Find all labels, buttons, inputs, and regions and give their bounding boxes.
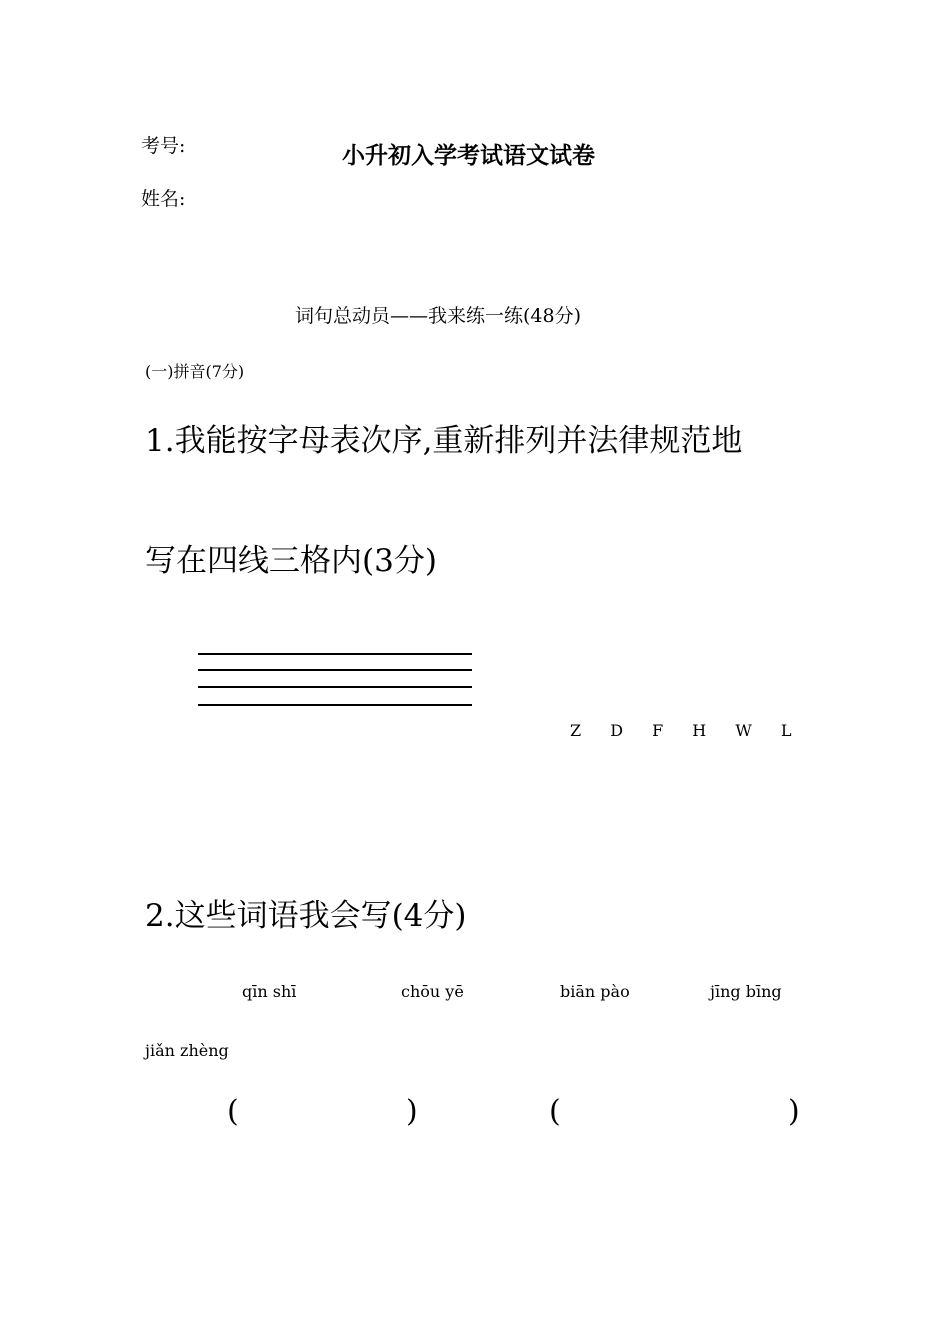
answer-box-1-open: ( bbox=[227, 1094, 239, 1129]
answer-box-2-close: ) bbox=[788, 1094, 800, 1129]
grid-line-2 bbox=[198, 669, 472, 671]
question-2-title: 2.这些词语我会写(4分) bbox=[145, 898, 467, 934]
exam-number-label: 考号: bbox=[141, 135, 186, 157]
grid-line-4 bbox=[198, 704, 472, 706]
answer-box-1-close: ) bbox=[406, 1094, 418, 1129]
part-one-heading: (一)拼音(7分) bbox=[145, 362, 245, 381]
section-title: 词句总动员——我来练一练(48分) bbox=[295, 305, 582, 327]
grid-line-1 bbox=[198, 653, 472, 655]
pinyin-word-5: jiǎn zhèng bbox=[145, 1041, 229, 1060]
question-1-line-1: 1.我能按字母表次序,重新排列并法律规范地 bbox=[145, 423, 743, 459]
answer-box-2-open: ( bbox=[549, 1094, 561, 1129]
student-name-label: 姓名: bbox=[141, 188, 186, 210]
pinyin-word-4: jīng bīng bbox=[710, 982, 782, 1001]
exam-title: 小升初入学考试语文试卷 bbox=[342, 142, 595, 169]
pinyin-word-2: chōu yē bbox=[401, 982, 464, 1001]
pinyin-word-1: qīn shī bbox=[242, 982, 297, 1001]
alphabet-letters: Z D F H W L bbox=[570, 721, 804, 740]
grid-line-3 bbox=[198, 686, 472, 688]
pinyin-word-3: biān pào bbox=[560, 982, 630, 1001]
question-1-line-2: 写在四线三格内(3分) bbox=[145, 543, 437, 579]
